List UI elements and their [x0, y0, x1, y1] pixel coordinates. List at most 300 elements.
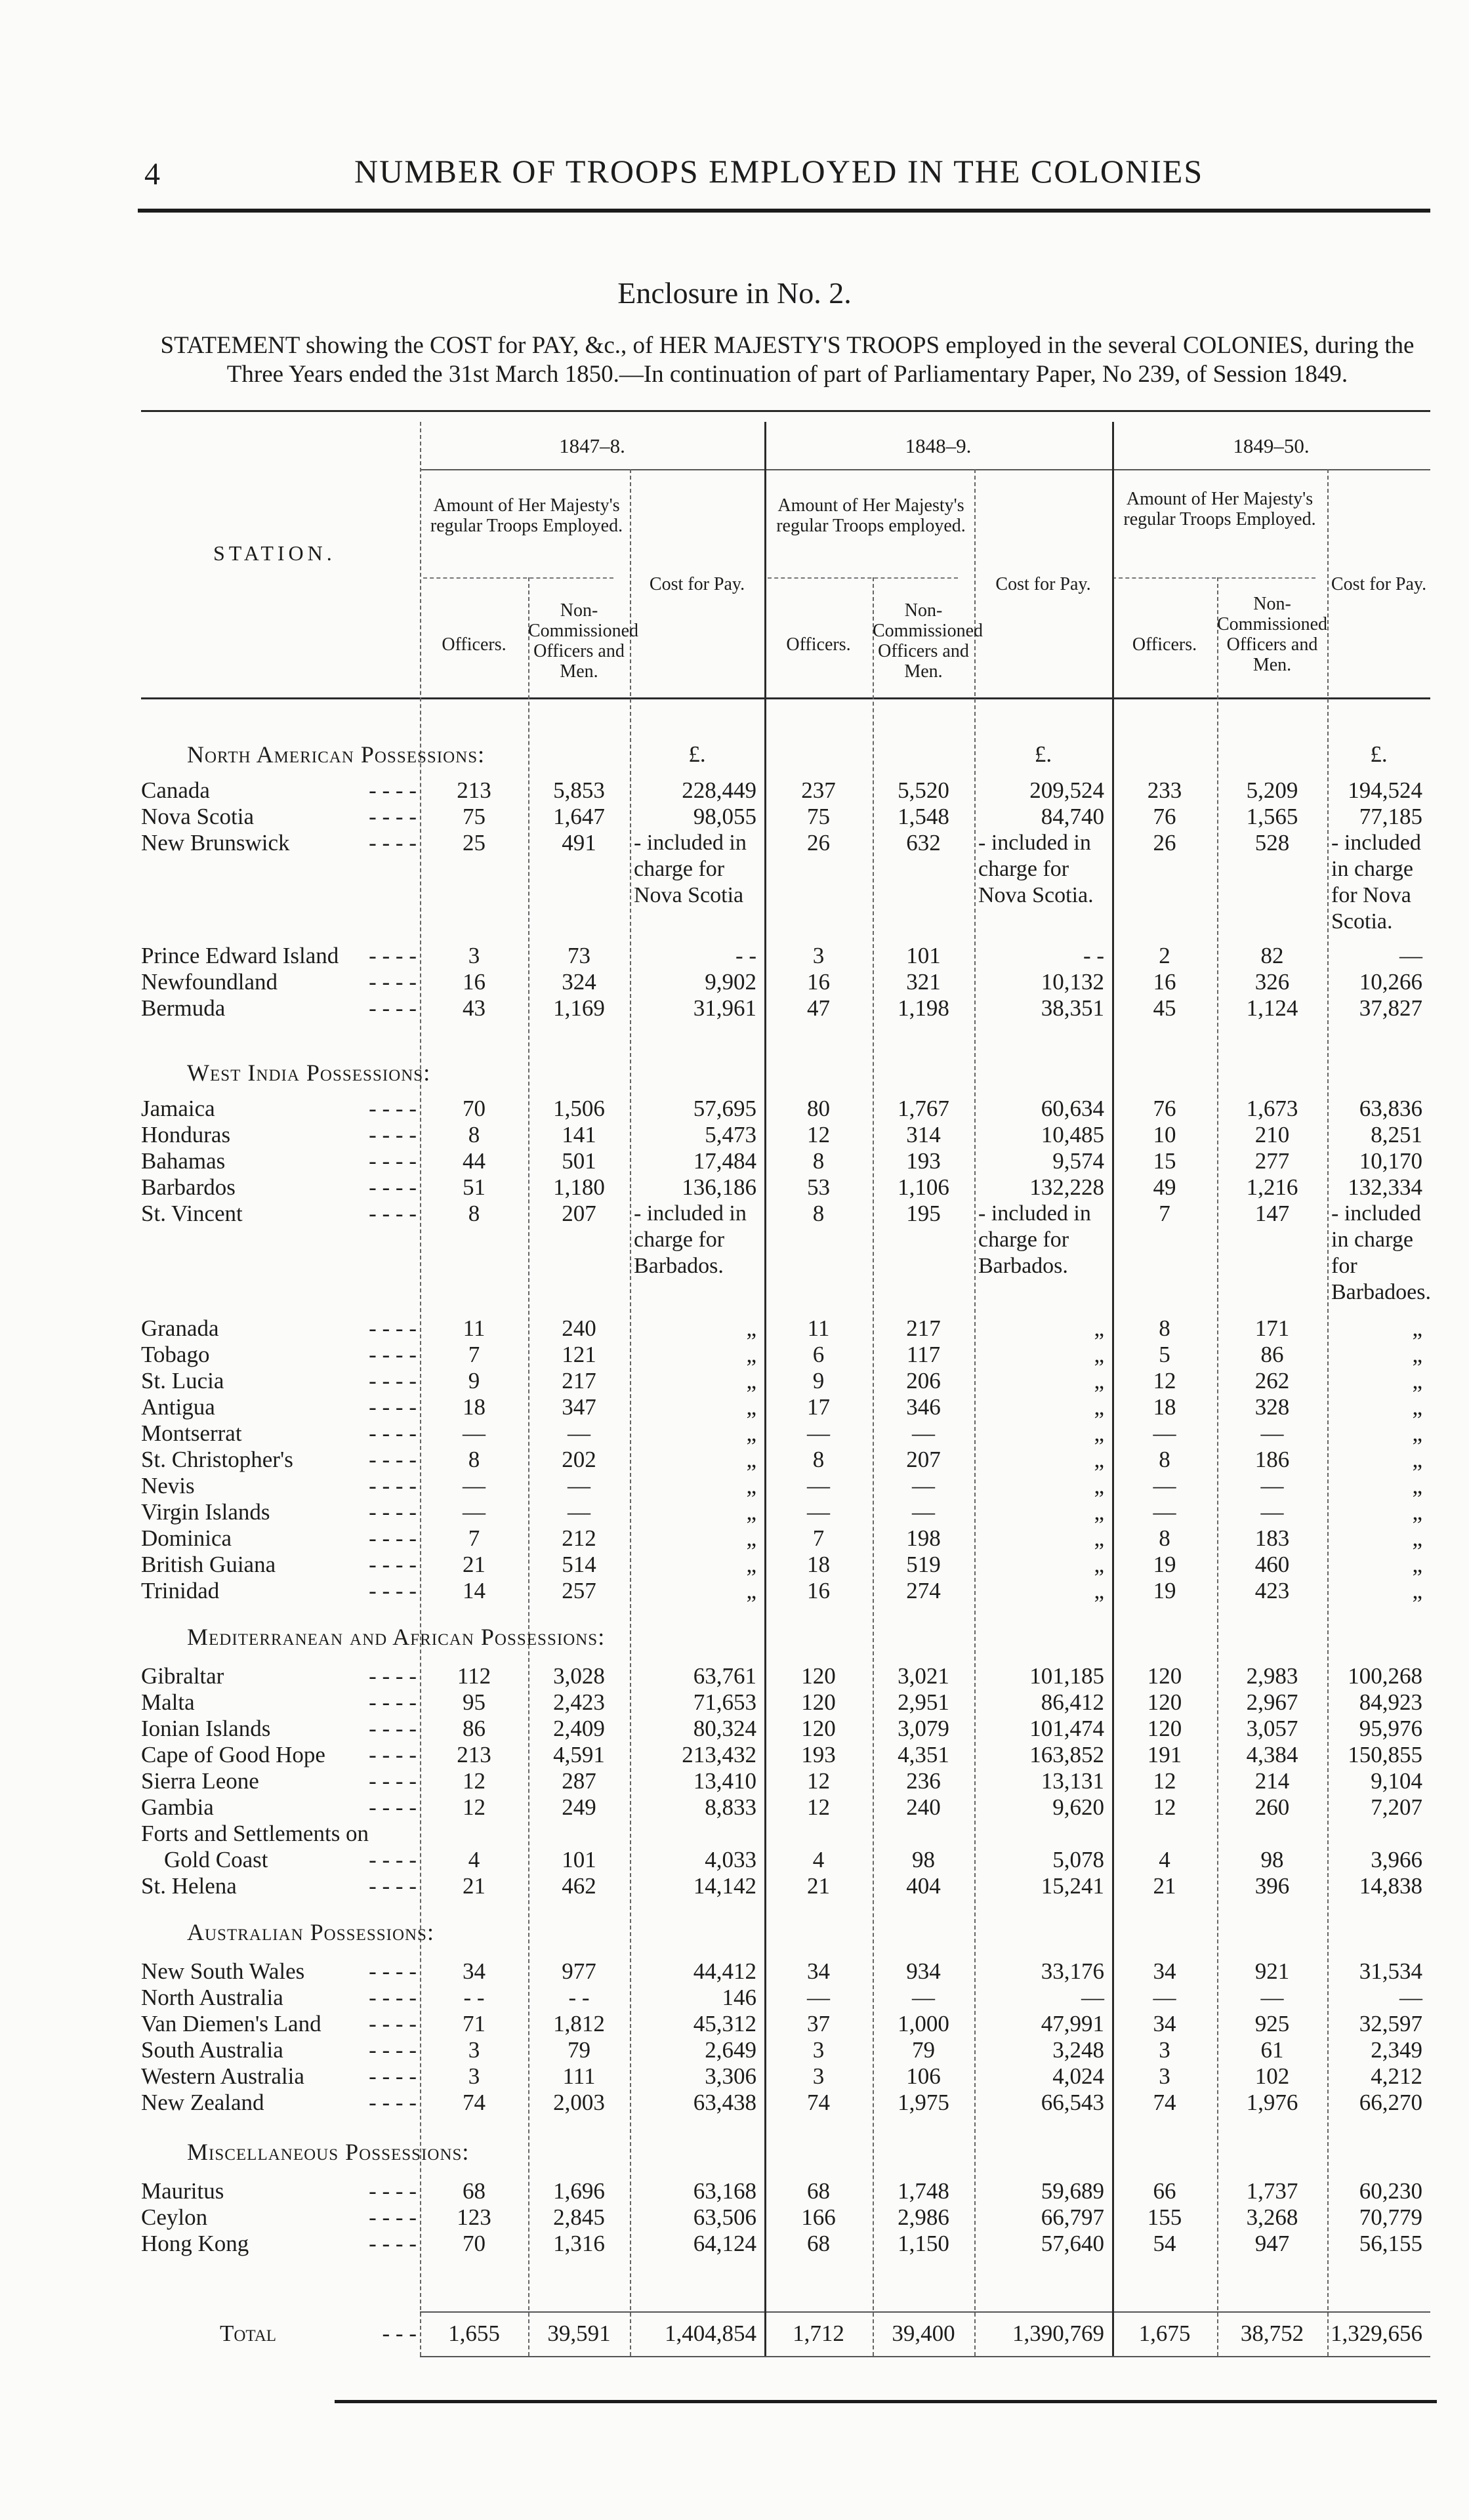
men-cell: 5,853	[553, 777, 605, 803]
cost-cell: 4,212	[1371, 2063, 1422, 2089]
cost-cell: 10,266	[1359, 969, 1422, 995]
leader-dashes: - - - -	[369, 2178, 417, 2204]
cost-cell: „	[1094, 1420, 1104, 1446]
cost-cell: 9,620	[1052, 1794, 1104, 1820]
men-cell: 423	[1254, 1578, 1290, 1603]
table-row	[141, 1148, 1430, 1174]
men-cell: —	[568, 1499, 590, 1525]
cost-cell: „	[746, 1499, 756, 1525]
cost-cell: 98,055	[693, 804, 756, 829]
cost-cell: „	[1412, 1420, 1422, 1446]
cost-cell: 13,410	[693, 1768, 756, 1794]
officers-cell: 1,712	[793, 2321, 844, 2346]
cost-cell: „	[1412, 1499, 1422, 1525]
cost-header-1847: Cost for Pay.	[649, 574, 745, 594]
cost-cell: 1,329,656	[1331, 2321, 1422, 2346]
men-cell: 2,951	[898, 1689, 949, 1715]
header-bottom-rule	[141, 697, 1430, 699]
table-row	[141, 2037, 1430, 2063]
cost-note: - included in charge for Barbados.	[978, 1201, 1091, 1278]
officers-cell: 120	[1147, 1716, 1182, 1741]
men-cell: 1,198	[898, 995, 949, 1021]
officers-cell: 12	[807, 1768, 830, 1794]
cost-cell: 77,185	[1359, 804, 1422, 829]
station-name: St. Lucia	[141, 1368, 224, 1394]
men-cell: 2,409	[553, 1716, 605, 1741]
men-cell: 38,752	[1240, 2321, 1304, 2346]
men-cell: 1,976	[1246, 2090, 1298, 2115]
officers-cell: 3	[812, 2063, 825, 2089]
station-name: Sierra Leone	[141, 1768, 259, 1794]
men-cell: —	[912, 1473, 935, 1498]
amount-rule-2	[768, 577, 958, 579]
table-row	[141, 1315, 1430, 1342]
men-cell: 934	[906, 1958, 941, 1984]
cost-cell: 66,270	[1359, 2090, 1422, 2115]
leader-dashes: - - - -	[369, 943, 417, 968]
officers-cell: 120	[801, 1716, 836, 1741]
men-cell: 4,384	[1246, 1742, 1298, 1767]
officers-cell: 2	[1159, 943, 1170, 968]
men-cell: 1,975	[898, 2090, 949, 2115]
men-cell: 1,506	[553, 1096, 605, 1121]
cost-cell: 80,324	[693, 1716, 756, 1741]
cost-cell: „	[1412, 1394, 1422, 1420]
men-cell: 4,351	[898, 1742, 949, 1767]
station-name: New Zealand	[141, 2090, 264, 2115]
men-cell: 2,983	[1246, 1663, 1298, 1689]
leader-dashes: - - - -	[369, 777, 417, 803]
men-cell: 198	[906, 1525, 941, 1551]
officers-cell: 8	[468, 1201, 480, 1226]
men-cell: 102	[1254, 2063, 1290, 2089]
men-cell: 977	[562, 1958, 596, 1984]
leader-dashes: - - - -	[369, 969, 417, 995]
men-cell: 1,316	[553, 2231, 605, 2256]
officers-cell: 16	[807, 969, 830, 995]
section-name: North American Possessions:	[187, 741, 486, 768]
leader-dashes: - - - -	[369, 1420, 417, 1446]
officers-cell: 47	[807, 995, 830, 1021]
cost-cell: 228,449	[682, 777, 756, 803]
officers-cell: —	[1153, 1420, 1176, 1446]
officers-cell: 74	[1153, 2090, 1176, 2115]
officers-cell: 95	[463, 1689, 486, 1715]
table-row	[141, 1578, 1430, 1604]
officers-cell: 68	[807, 2178, 830, 2204]
officers-cell: 3	[468, 943, 480, 968]
officers-cell: 26	[807, 830, 830, 856]
year-header-1847: 1847–8.	[559, 434, 625, 457]
cost-cell: - -	[1083, 943, 1104, 968]
leader-dashes: - - - -	[369, 1096, 417, 1121]
cost-cell: „	[1412, 1447, 1422, 1472]
cost-cell: 37,827	[1359, 995, 1422, 1021]
table-row	[141, 1122, 1430, 1148]
men-cell: 210	[1254, 1122, 1290, 1147]
men-cell: 121	[562, 1342, 596, 1367]
cost-cell: „	[1094, 1499, 1104, 1525]
leader-dashes: - - -	[382, 2321, 417, 2346]
officers-cell: 213	[457, 1742, 491, 1767]
officers-cell: 3	[812, 2037, 825, 2063]
section-heading-row	[141, 741, 1430, 768]
header-rule	[138, 209, 1430, 213]
station-name: Barbardos	[141, 1174, 236, 1200]
officers-cell: —	[463, 1420, 486, 1446]
cost-cell: 7,207	[1371, 1794, 1422, 1820]
officers-cell: 37	[807, 2011, 830, 2036]
officers-cell: 8	[468, 1447, 480, 1472]
officers-cell: 10	[1153, 1122, 1176, 1147]
cost-cell: 14,142	[693, 1873, 756, 1899]
men-cell: 1,737	[1246, 2178, 1298, 2204]
cost-cell: 86,412	[1041, 1689, 1104, 1715]
table-row	[141, 2090, 1430, 2116]
men-cell: 396	[1254, 1873, 1290, 1899]
station-name: St. Vincent	[141, 1201, 243, 1226]
men-cell: 324	[562, 969, 596, 995]
men-cell: 404	[906, 1873, 941, 1899]
leader-dashes: - - - -	[369, 1716, 417, 1741]
officers-cell: 11	[463, 1315, 486, 1341]
station-name: New South Wales	[141, 1958, 305, 1984]
officers-cell: 74	[463, 2090, 486, 2115]
officers-cell: 1,675	[1138, 2321, 1191, 2346]
men-cell: —	[1260, 1420, 1284, 1446]
men-cell: 1,696	[553, 2178, 605, 2204]
officers-cell: - -	[463, 1985, 485, 2010]
men-cell: 5,520	[898, 777, 949, 803]
men-cell: 462	[562, 1873, 596, 1899]
station-name: St. Christopher's	[141, 1447, 293, 1472]
officers-cell: 76	[1153, 1096, 1176, 1121]
officers-cell: 12	[1153, 1368, 1176, 1394]
men-cell: 925	[1254, 2011, 1290, 2036]
men-cell: 3,268	[1246, 2204, 1298, 2230]
leader-dashes: - - - -	[369, 1342, 417, 1367]
men-cell: 328	[1254, 1394, 1290, 1420]
table-row	[141, 1821, 1430, 1847]
cost-cell: 64,124	[693, 2231, 756, 2256]
leader-dashes: - - - -	[369, 1525, 417, 1551]
cost-cell: 9,574	[1052, 1148, 1104, 1174]
table-row	[141, 1663, 1430, 1689]
officers-cell: 34	[463, 1958, 486, 1984]
men-cell: 1,180	[553, 1174, 605, 1200]
officers-cell: 18	[1153, 1394, 1176, 1420]
table-row	[141, 1174, 1430, 1201]
officers-cell: 7	[468, 1525, 480, 1551]
cost-cell: 56,155	[1359, 2231, 1422, 2256]
cost-cell: „	[746, 1342, 756, 1367]
officers-cell: 8	[812, 1447, 825, 1472]
cost-cell: 101,474	[1029, 1716, 1104, 1741]
table-row	[141, 804, 1430, 830]
men-cell: 1,150	[898, 2231, 949, 2256]
cost-cell: 10,132	[1041, 969, 1104, 995]
officers-cell: 68	[463, 2178, 486, 2204]
cost-header-1848: Cost for Pay.	[995, 574, 1091, 594]
men-cell: 82	[1260, 943, 1284, 968]
leader-dashes: - - - -	[369, 1394, 417, 1420]
officers-cell: 7	[1159, 1201, 1170, 1226]
cost-cell: 84,740	[1041, 804, 1104, 829]
cost-cell: 33,176	[1041, 1958, 1104, 1984]
cost-cell: 63,438	[693, 2090, 756, 2115]
officers-cell: 14	[463, 1578, 486, 1603]
cost-cell: 213,432	[682, 1742, 756, 1767]
cost-header-1849: Cost for Pay.	[1331, 574, 1427, 594]
officers-cell: 66	[1153, 2178, 1176, 2204]
table-row	[141, 1768, 1430, 1794]
station-name: Dominica	[141, 1525, 232, 1551]
cost-cell: „	[1412, 1315, 1422, 1341]
cost-cell: 1,390,769	[1012, 2321, 1104, 2346]
cost-cell: 101,185	[1029, 1663, 1104, 1689]
cost-note: - included in charge for Nova Scotia.	[978, 831, 1094, 907]
leader-dashes: - - - -	[369, 1768, 417, 1794]
officers-cell: 26	[1153, 830, 1176, 856]
cost-cell: 57,640	[1041, 2231, 1104, 2256]
officers-cell: 4	[1159, 1847, 1170, 1872]
men-cell: 117	[906, 1342, 941, 1367]
cost-cell: 4,033	[705, 1847, 756, 1872]
officers-cell: 166	[801, 2204, 836, 2230]
men-cell: 514	[562, 1552, 596, 1577]
men-cell: 207	[906, 1447, 941, 1472]
men-cell: 98	[1260, 1847, 1284, 1872]
officers-cell: 25	[463, 830, 486, 856]
leader-dashes: - - - -	[369, 1552, 417, 1577]
officers-cell: 8	[1159, 1447, 1170, 1472]
year-header-1848: 1848–9.	[905, 434, 972, 457]
station-name: North Australia	[141, 1985, 283, 2010]
leader-dashes: - - - -	[369, 1315, 417, 1341]
men-cell: 2,967	[1246, 1689, 1298, 1715]
men-cell: 39,591	[547, 2321, 611, 2346]
table-row	[141, 1716, 1430, 1742]
section-name: Miscellaneous Possessions:	[187, 2139, 470, 2165]
cost-cell: —	[1399, 943, 1422, 968]
men-cell: 249	[562, 1794, 596, 1820]
men-cell: 39,400	[892, 2321, 955, 2346]
leader-dashes: - - - -	[369, 2204, 417, 2230]
cost-cell: 8,251	[1371, 1122, 1422, 1147]
officers-cell: 34	[1153, 2011, 1176, 2036]
station-name: Total	[220, 2321, 277, 2346]
men-cell: —	[1260, 1473, 1284, 1498]
men-cell: 1,106	[898, 1174, 949, 1200]
men-cell: - -	[568, 1985, 590, 2010]
officers-cell: 12	[807, 1122, 830, 1147]
table-row	[141, 2178, 1430, 2204]
officers-cell: —	[807, 1473, 830, 1498]
leader-dashes: - - - -	[369, 1148, 417, 1174]
men-cell: 321	[906, 969, 941, 995]
men-cell: 240	[906, 1794, 941, 1820]
cost-cell: 84,923	[1359, 1689, 1422, 1715]
cost-cell: „	[746, 1394, 756, 1420]
cost-cell: 45,312	[693, 2011, 756, 2036]
men-cell: 277	[1254, 1148, 1290, 1174]
leader-dashes: - - - -	[369, 1499, 417, 1525]
men-cell: 257	[562, 1578, 596, 1603]
officers-cell: 17	[807, 1394, 830, 1420]
men-cell: 1,216	[1246, 1174, 1298, 1200]
cost-cell: 63,836	[1359, 1096, 1422, 1121]
table-row	[141, 1525, 1430, 1552]
cost-cell: 10,485	[1041, 1122, 1104, 1147]
station-name: South Australia	[141, 2037, 283, 2063]
station-name: Tobago	[141, 1342, 210, 1367]
table-row	[141, 969, 1430, 995]
leader-dashes: - - - -	[369, 1447, 417, 1472]
cost-cell: „	[1094, 1473, 1104, 1498]
cost-cell: 2,349	[1371, 2037, 1422, 2063]
cost-cell: 59,689	[1041, 2178, 1104, 2204]
cost-cell: 95,976	[1359, 1716, 1422, 1741]
cost-note: - included in charge for Barbados.	[634, 1201, 747, 1278]
table-row	[141, 1473, 1430, 1499]
men-cell: 2,423	[553, 1689, 605, 1715]
men-cell: 460	[1254, 1552, 1290, 1577]
table-row	[141, 1201, 1432, 1304]
cost-cell: „	[746, 1552, 756, 1577]
table-row	[141, 2231, 1430, 2257]
cost-cell: 63,506	[693, 2204, 756, 2230]
men-cell: 3,057	[1246, 1716, 1298, 1741]
amount-rule-3	[1112, 577, 1315, 579]
officers-cell: 3	[1159, 2063, 1170, 2089]
statement-caption: STATEMENT showing the COST for PAY, &c., of HER MAJESTY'S TROOPS employed in the several COLONIES, during the Three Years ended the 31st March 1850.—In continuation of part of Parliamentary Paper, No 239, of Session 1849.	[160, 332, 1415, 388]
men-cell: —	[1260, 1985, 1284, 2010]
section-heading-row	[141, 2139, 1430, 2165]
men-cell: 202	[562, 1447, 596, 1472]
cost-cell: 63,761	[693, 1663, 756, 1689]
cost-cell: 60,634	[1041, 1096, 1104, 1121]
footer-rule	[335, 2400, 1437, 2403]
officers-cell: 193	[801, 1742, 836, 1767]
table-row	[141, 1958, 1430, 1985]
leader-dashes: - - - -	[369, 2011, 417, 2036]
section-heading-row	[141, 1919, 1430, 1945]
men-cell: 1,673	[1246, 1096, 1298, 1121]
men-cell: 217	[562, 1368, 596, 1394]
officers-cell: 6	[812, 1342, 825, 1367]
cost-cell: 66,543	[1041, 2090, 1104, 2115]
station-name: St. Helena	[141, 1873, 237, 1899]
station-name: Jamaica	[141, 1096, 215, 1121]
cost-cell: 9,902	[705, 969, 756, 995]
cost-cell: „	[746, 1315, 756, 1341]
men-cell: 5,209	[1246, 777, 1298, 803]
officers-cell: 44	[463, 1148, 486, 1174]
officers-cell: 34	[1153, 1958, 1176, 1984]
men-cell: 346	[906, 1394, 941, 1420]
station-name: Nova Scotia	[141, 804, 255, 829]
leader-dashes: - - - -	[369, 1201, 417, 1226]
cost-cell: 8,833	[705, 1794, 756, 1820]
table-row	[141, 1985, 1430, 2011]
amount-header-1849: Amount of Her Majesty's regular Troops Employed.	[1123, 489, 1316, 529]
officers-cell: 213	[457, 777, 491, 803]
officers-cell: —	[1153, 1985, 1176, 2010]
officers-cell: 3	[812, 943, 825, 968]
men-cell: 79	[568, 2037, 590, 2063]
officers-cell: 7	[468, 1342, 480, 1367]
cost-cell: 47,991	[1041, 2011, 1104, 2036]
station-name: Hong Kong	[141, 2231, 249, 2256]
men-cell: 1,565	[1246, 804, 1298, 829]
men-cell: 1,647	[553, 804, 605, 829]
station-name: Ceylon	[141, 2204, 208, 2230]
ncos-header-1849: Non-Commissioned Officers and Men.	[1217, 594, 1328, 675]
officers-cell: 19	[1153, 1552, 1176, 1577]
men-cell: 171	[1254, 1315, 1290, 1341]
cost-cell: 132,334	[1348, 1174, 1422, 1200]
officers-cell: 86	[463, 1716, 486, 1741]
table-row	[141, 1742, 1430, 1768]
men-cell: 314	[906, 1122, 941, 1147]
officers-cell: 155	[1147, 2204, 1182, 2230]
cost-cell: „	[746, 1420, 756, 1446]
officers-cell: 7	[812, 1525, 825, 1551]
officers-cell: 120	[1147, 1663, 1182, 1689]
men-cell: 106	[906, 2063, 941, 2089]
men-cell: 3,079	[898, 1716, 949, 1741]
men-cell: —	[568, 1473, 590, 1498]
officers-cell: 18	[463, 1394, 486, 1420]
men-cell: 262	[1254, 1368, 1290, 1394]
officers-header-1848: Officers.	[786, 634, 851, 655]
station-name: Malta	[141, 1689, 195, 1715]
table-row	[141, 1420, 1430, 1447]
officers-cell: 12	[1153, 1768, 1176, 1794]
amount-rule-1	[423, 577, 613, 579]
cost-cell: 63,168	[693, 2178, 756, 2204]
men-cell: 519	[906, 1552, 941, 1577]
men-cell: 528	[1254, 830, 1290, 856]
officers-cell: 191	[1147, 1742, 1182, 1767]
cost-cell: 66,797	[1041, 2204, 1104, 2230]
officers-cell: 68	[807, 2231, 830, 2256]
officers-cell: 8	[812, 1201, 825, 1226]
table-row	[141, 1552, 1430, 1578]
cost-cell: „	[1094, 1342, 1104, 1367]
officers-cell: —	[463, 1473, 486, 1498]
men-cell: 214	[1254, 1768, 1290, 1794]
officers-cell: —	[807, 1985, 830, 2010]
cost-cell: 10,170	[1359, 1148, 1422, 1174]
men-cell: 3,021	[898, 1663, 949, 1689]
men-cell: 947	[1254, 2231, 1290, 2256]
officers-cell: 11	[807, 1315, 830, 1341]
cost-cell: 31,961	[693, 995, 756, 1021]
cost-cell: 31,534	[1359, 1958, 1422, 1984]
men-cell: —	[1260, 1499, 1284, 1525]
men-cell: —	[912, 1420, 935, 1446]
officers-cell: 19	[1153, 1578, 1176, 1603]
cost-cell: —	[1399, 1985, 1422, 2010]
cost-cell: 150,855	[1348, 1742, 1422, 1767]
men-cell: 147	[1254, 1201, 1290, 1226]
cost-cell: 194,524	[1348, 777, 1422, 803]
currency-unit: £.	[1034, 741, 1052, 767]
officers-cell: 12	[463, 1768, 486, 1794]
men-cell: 632	[906, 830, 941, 856]
cost-cell: „	[746, 1473, 756, 1498]
